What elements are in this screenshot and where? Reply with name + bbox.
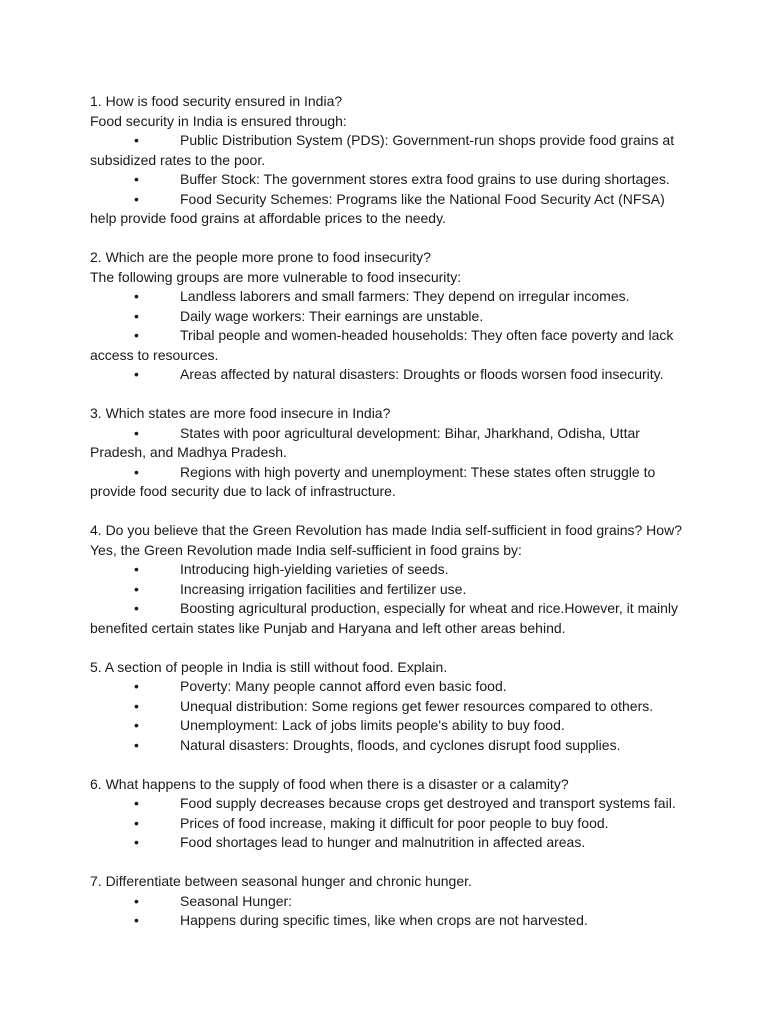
- bullet-icon: •: [134, 717, 139, 733]
- list-item-text: Introducing high-yielding varieties of seeds.: [180, 561, 449, 577]
- qa-section-5: [90, 658, 690, 756]
- list-item-text: Tribal people and women-headed households: They often face poverty and lack access to resources.: [90, 327, 674, 363]
- qa-section-4: [90, 521, 690, 638]
- list-item: [90, 287, 690, 307]
- bullet-icon: •: [134, 366, 139, 382]
- bullet-icon: •: [134, 600, 139, 616]
- list-item: [90, 560, 690, 580]
- list-item-text: Buffer Stock: The government stores extra food grains to use during shortages.: [180, 171, 670, 187]
- qa-section-2: [90, 248, 690, 385]
- list-item-text: Boosting agricultural production, especially for wheat and rice.However, it mainly benefited certain states like Punjab and Haryana and left other areas behind.: [90, 600, 679, 636]
- bullet-icon: •: [134, 814, 139, 831]
- list-item: [90, 190, 690, 229]
- bullet-icon: •: [134, 678, 139, 694]
- bullet-icon: •: [134, 912, 139, 928]
- bullet-icon: •: [134, 132, 139, 148]
- list-item-text: Daily wage workers: Their earnings are unstable.: [180, 307, 484, 324]
- bullet-icon: •: [134, 307, 139, 324]
- bullet-icon: •: [134, 171, 139, 187]
- list-item-text: Increasing irrigation facilities and fertilizer use.: [180, 580, 467, 597]
- question-heading: 1. How is food security ensured in India?: [90, 93, 343, 109]
- list-item: [90, 697, 690, 717]
- qa-section-7: [90, 872, 690, 931]
- list-item: [90, 794, 690, 814]
- bullet-icon: •: [134, 463, 139, 480]
- list-item-text: States with poor agricultural development: Bihar, Jharkhand, Odisha, Uttar Pradesh, and Madhya Pradesh.: [90, 424, 640, 460]
- document-page: [90, 92, 690, 950]
- list-item-text: Poverty: Many people cannot afford even basic food.: [180, 678, 507, 694]
- list-item: [90, 833, 690, 853]
- list-item: [90, 599, 690, 638]
- bullet-icon: •: [134, 561, 139, 577]
- bullet-icon: •: [134, 190, 139, 207]
- bullet-icon: •: [134, 795, 139, 811]
- qa-section-3: [90, 404, 690, 502]
- list-item: [90, 170, 690, 190]
- bullet-icon: •: [134, 424, 139, 441]
- bullet-icon: •: [134, 580, 139, 597]
- question-heading: 4. Do you believe that the Green Revolution has made India self-sufficient in food grains? How?: [90, 522, 682, 538]
- list-item: [90, 814, 690, 834]
- qa-section-1: [90, 92, 690, 229]
- list-item-text: Natural disasters: Droughts, floods, and cyclones disrupt food supplies.: [180, 736, 621, 753]
- bullet-icon: •: [134, 834, 139, 850]
- answer-intro: Food security in India is ensured through:: [90, 112, 347, 129]
- list-item: [90, 463, 690, 502]
- qa-section-6: [90, 775, 690, 853]
- list-item: [90, 677, 690, 697]
- list-item-text: Food supply decreases because crops get destroyed and transport systems fail.: [180, 795, 676, 811]
- list-item: [90, 307, 690, 327]
- list-item: [90, 424, 690, 463]
- question-heading: 3. Which states are more food insecure in India?: [90, 405, 391, 421]
- question-heading: 7. Differentiate between seasonal hunger and chronic hunger.: [90, 873, 472, 889]
- list-item: [90, 911, 690, 931]
- bullet-icon: •: [134, 892, 139, 909]
- answer-intro: Yes, the Green Revolution made India self-sufficient in food grains by:: [90, 541, 522, 558]
- question-heading: 5. A section of people in India is still without food. Explain.: [90, 658, 448, 675]
- list-item-text: Food shortages lead to hunger and malnutrition in affected areas.: [180, 834, 586, 850]
- list-item: [90, 131, 690, 170]
- list-item-text: Food Security Schemes: Programs like the National Food Security Act (NFSA) help provide food grains at affordable prices to the needy.: [90, 190, 665, 226]
- bullet-icon: •: [134, 736, 139, 753]
- question-heading: 2. Which are the people more prone to food insecurity?: [90, 249, 431, 265]
- bullet-icon: •: [134, 288, 139, 304]
- list-item-text: Prices of food increase, making it difficult for poor people to buy food.: [180, 814, 609, 831]
- list-item-text: Public Distribution System (PDS): Government-run shops provide food grains at subsidized rates to the poor.: [90, 132, 675, 168]
- bullet-icon: •: [134, 697, 139, 714]
- list-item-text: Unequal distribution: Some regions get fewer resources compared to others.: [180, 697, 654, 714]
- list-item-text: Landless laborers and small farmers: They depend on irregular incomes.: [180, 288, 630, 304]
- list-item: [90, 736, 690, 756]
- answer-intro: The following groups are more vulnerable to food insecurity:: [90, 268, 462, 285]
- list-item: [90, 580, 690, 600]
- list-item: [90, 365, 690, 385]
- list-item: [90, 326, 690, 365]
- list-item-text: Seasonal Hunger:: [180, 892, 293, 909]
- list-item: [90, 892, 690, 912]
- list-item-text: Areas affected by natural disasters: Droughts or floods worsen food insecurity.: [180, 366, 664, 382]
- list-item-text: Happens during specific times, like when crops are not harvested.: [180, 912, 588, 928]
- list-item-text: Unemployment: Lack of jobs limits people's ability to buy food.: [180, 717, 565, 733]
- question-heading: 6. What happens to the supply of food when there is a disaster or a calamity?: [90, 775, 569, 792]
- bullet-icon: •: [134, 327, 139, 343]
- list-item-text: Regions with high poverty and unemployment: These states often struggle to provide food security due to lack of infrastructure.: [90, 463, 656, 499]
- list-item: [90, 716, 690, 736]
